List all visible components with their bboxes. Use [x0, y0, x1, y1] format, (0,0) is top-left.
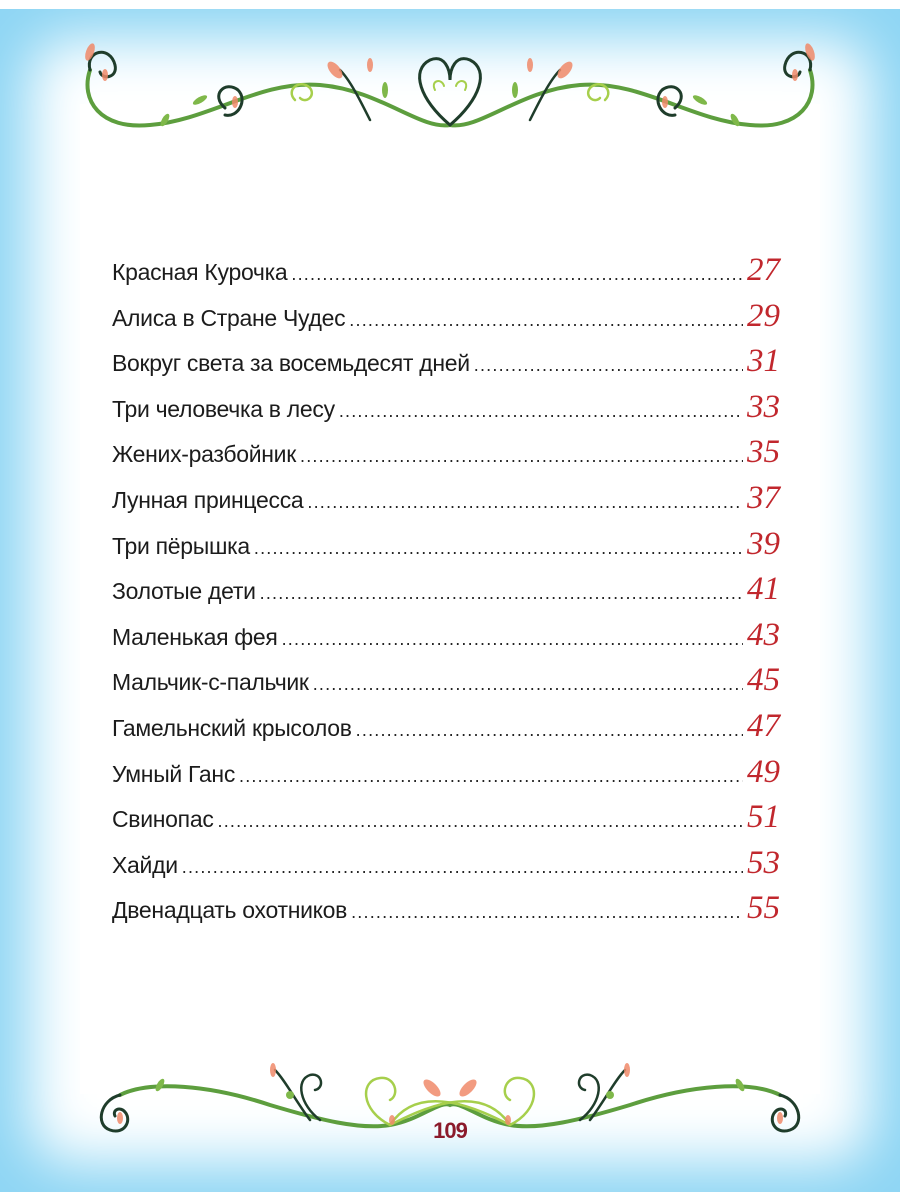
dot-leader [356, 720, 743, 741]
toc-entry-title: Свинопас [112, 806, 214, 833]
dot-leader [351, 902, 743, 923]
dot-leader [182, 857, 743, 878]
toc-entry[interactable] [112, 754, 780, 800]
toc-entry-title: Хайди [112, 851, 178, 878]
toc-entry[interactable] [112, 298, 780, 344]
toc-entry-title: Мальчик-с-пальчик [112, 669, 309, 696]
dot-leader [300, 446, 743, 467]
toc-entry-page: 27 [747, 252, 780, 288]
page-folio-number: 109 [433, 1118, 467, 1143]
toc-entry[interactable] [112, 845, 780, 891]
toc-entry-page: 29 [747, 297, 780, 334]
toc-entry-title: Три пёрышка [112, 532, 250, 559]
toc-entry-title: Три человечка в лесу [112, 395, 335, 422]
toc-entry-page: 35 [747, 434, 780, 471]
toc-entry[interactable] [112, 526, 780, 572]
dot-leader [339, 401, 743, 422]
toc-entry-title: Гамельнский крысолов [112, 714, 352, 741]
dot-leader [307, 492, 743, 513]
toc-entry-page: 53 [747, 844, 780, 881]
toc-entry[interactable] [112, 617, 780, 663]
dot-leader [254, 538, 743, 559]
dot-leader [313, 674, 743, 695]
toc-entry-title: Двенадцать охотников [112, 897, 348, 924]
toc-entry-page: 55 [747, 890, 780, 927]
toc-entry[interactable] [112, 799, 780, 845]
toc-entry[interactable] [112, 662, 780, 708]
toc-entry[interactable] [112, 389, 780, 435]
toc-entry-page: 47 [747, 707, 780, 744]
toc-entry[interactable] [112, 708, 780, 754]
toc-entry-page: 39 [747, 525, 780, 562]
dot-leader [349, 310, 743, 331]
toc-entry[interactable] [112, 252, 780, 298]
dot-leader [291, 264, 743, 285]
dot-leader [282, 629, 743, 650]
dot-leader [218, 811, 743, 832]
toc-entry-page: 49 [747, 753, 780, 790]
toc-entry-title: Умный Ганс [112, 760, 236, 787]
toc-entry[interactable] [112, 480, 780, 526]
toc-entry-page: 51 [747, 799, 780, 836]
dot-leader [239, 766, 743, 787]
toc-entry-title: Жених-разбойник [112, 441, 296, 468]
toc-entry-page: 37 [747, 479, 780, 516]
toc-entry[interactable] [112, 571, 780, 617]
toc-entry-page: 31 [747, 343, 780, 380]
toc-entry[interactable] [112, 890, 780, 936]
toc-entry-title: Вокруг света за восемьдесят дней [112, 350, 470, 377]
dot-leader [260, 583, 743, 604]
table-of-contents [112, 252, 780, 936]
toc-entry-title: Алиса в Стране Чудес [112, 304, 346, 331]
toc-entry-title: Маленькая фея [112, 623, 278, 650]
top-vine-ornament-icon [60, 30, 840, 150]
toc-entry-page: 45 [747, 662, 780, 699]
toc-entry-title: Лунная принцесса [112, 486, 304, 513]
dot-leader [474, 355, 743, 376]
toc-entry-page: 41 [747, 571, 780, 608]
toc-entry-page: 43 [747, 616, 780, 653]
toc-entry[interactable] [112, 343, 780, 389]
toc-entry-title: Золотые дети [112, 578, 256, 605]
toc-entry-title: Красная Курочка [112, 259, 288, 285]
toc-entry[interactable] [112, 434, 780, 480]
toc-entry-page: 33 [747, 388, 780, 425]
